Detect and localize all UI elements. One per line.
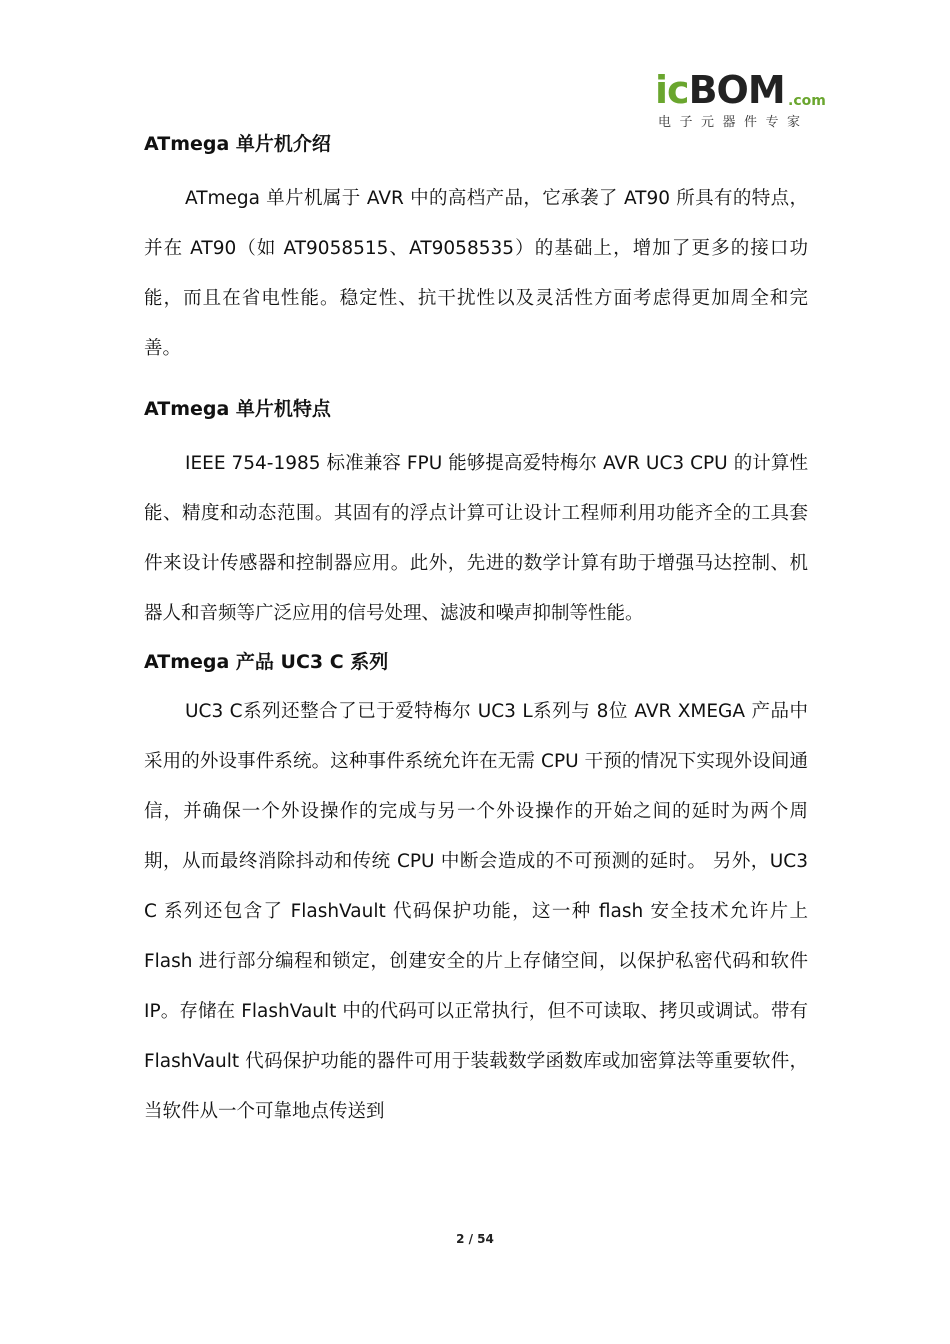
document-content	[144, 124, 808, 1137]
section-heading-features: ATmega 单片机特点	[144, 398, 331, 420]
logo-ic: ic	[655, 68, 689, 112]
section-body-intro: ATmega 单片机属于 AVR 中的高档产品，它承袭了 AT90 所具有的特点，并在 AT90（如 AT9058515、AT9058535）的基础上，增加了更多的接口功能，而且在省电性能。稳定性、抗干扰性以及灵活性方面考虑得更加周全和完善。	[144, 188, 808, 359]
section-body-uc3c: UC3 C系列还整合了已于爱特梅尔 UC3 L系列与 8位 AVR XMEGA 产品中采用的外设事件系统。这种事件系统允许在无需 CPU 干预的情况下实现外设间通信，并确保一个外设操作的完成与另一个外设操作的开始之间的延时为两个周期，从而最终消除抖动和传统 CPU 中断会造成的不可预测的延时。 另外，UC3 C 系列还包含了 FlashVault 代码保护功能，这一种 flash 安全技术允许片上 Flash 进行部分编程和锁定，创建安全的片上存储空间，以保护私密代码和软件 IP。存储在 FlashVault 中的代码可以正常执行，但不可读取、拷贝或调试。带有 FlashVault 代码保护功能的器件可用于装载数学函数库或加密算法等重要软件，当软件从一个可靠地点传送到	[144, 701, 808, 1122]
page-number: 2 / 54	[456, 1232, 494, 1246]
section-heading-uc3c: ATmega 产品 UC3 C 系列	[144, 651, 389, 673]
logo-wordmark	[655, 70, 785, 110]
section-heading-intro: ATmega 单片机介绍	[144, 133, 331, 155]
section-body-features: IEEE 754-1985 标准兼容 FPU 能够提高爱特梅尔 AVR UC3 CPU 的计算性能、精度和动态范围。其固有的浮点计算可让设计工程师利用功能齐全的工具套件来设计传感器和控制器应用。此外，先进的数学计算有助于增强马达控制、机器人和音频等广泛应用的信号处理、滤波和噪声抑制等性能。	[144, 453, 808, 624]
icbom-logo	[655, 70, 830, 130]
logo-subtitle: 电子元器件专家	[658, 115, 809, 130]
logo-bom: BOM	[688, 68, 785, 112]
logo-com: .com	[788, 93, 826, 109]
